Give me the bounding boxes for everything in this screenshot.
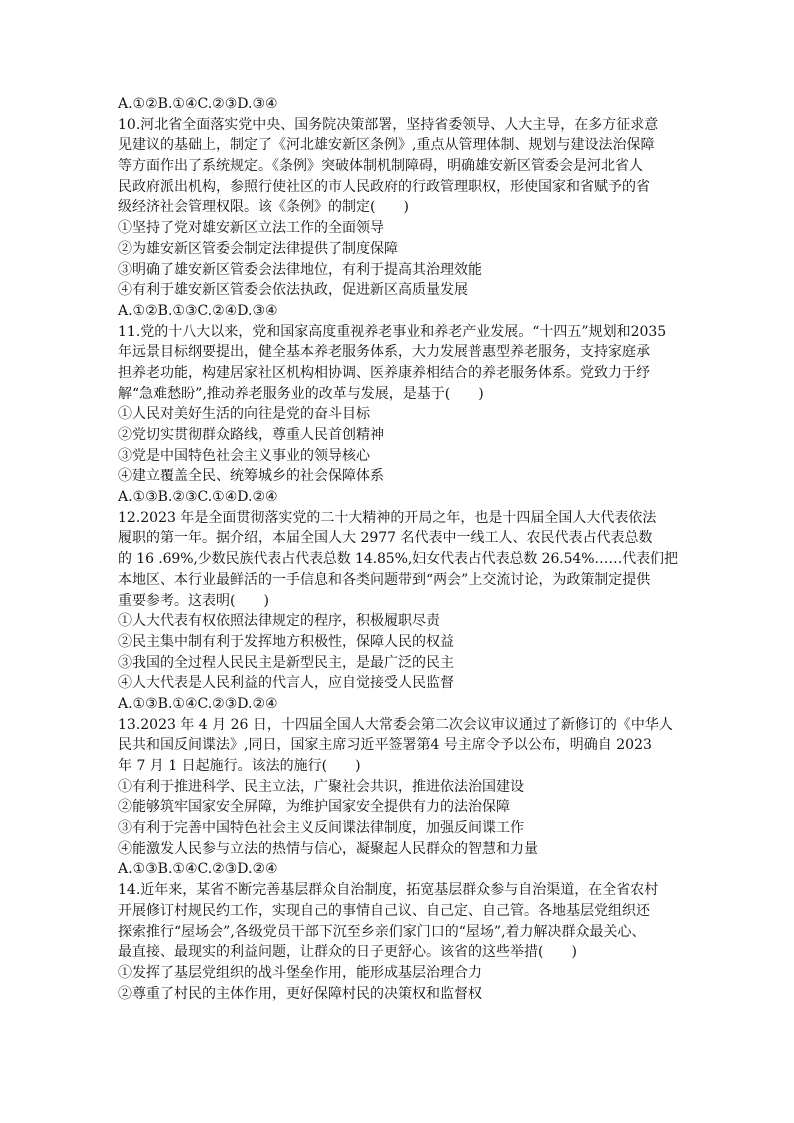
text-line: 本地区、本行业最鲜活的一手信息和各类问题带到“两会”上交流讨论，为政策制定提供 <box>118 571 651 588</box>
text-line: 民共和国反间谍法》,同日，国家主席习近平签署第4 号主席令予以公布，明确自 2023 <box>118 737 652 754</box>
text-line: 10.河北省全面落实党中央、国务院决策部署，坚持省委领导、人大主导，在多方征求意 <box>118 116 659 133</box>
text-line: 担养老功能，构建居家社区机构相协调、医养康养相结合的养老服务体系。党致力于纾 <box>118 364 650 381</box>
text-line: 履职的第一年。据介绍，本届全国人大 2977 名代表中一线工人、农民代表占代表总数 <box>118 530 653 547</box>
text-line: 级经济社会管理权限。该《条例》的制定( ) <box>118 199 409 216</box>
text-line: ④有利于雄安新区管委会依法执政，促进新区高质量发展 <box>118 282 468 299</box>
text-line: ④人大代表是人民利益的代言人，应自觉接受人民监督 <box>118 675 454 692</box>
text-line: ④能激发人民参与立法的热情与信心，凝聚起人民群众的智慧和力量 <box>118 840 538 857</box>
text-line: ①有利于推进科学、民主立法，广聚社会共识，推进依法治国建设 <box>118 778 524 795</box>
text-line: 等方面作出了系统规定。《条例》突破体制机制障碍，明确雄安新区管委会是河北省人 <box>118 158 643 175</box>
text-line: A.①③B.②③C.①④D.②④ <box>118 489 278 506</box>
text-line: 的 16 .69%,少数民族代表占代表总数 14.85%,妇女代表占代表总数 26.54%……代表们把 <box>118 551 678 568</box>
text-line: ②党切实贯彻群众路线，尊重人民首创精神 <box>118 427 384 443</box>
text-line: A.①②B.①③C.②④D.③④ <box>118 302 278 319</box>
text-line: ①发挥了基层党组织的战斗堡垒作用，能形成基层治理合力 <box>118 964 482 981</box>
text-line: 年远景目标纲要提出，健全基本养老服务体系，大力发展普惠型养老服务，支持家庭承 <box>118 344 650 361</box>
document-page <box>118 94 678 1004</box>
text-line: 探索推行“屋场会”,各级党员干部下沉至乡亲们家门口的“屋场”,着力解决群众最关心、 <box>118 923 646 940</box>
text-line: ②民主集中制有利于发挥地方积极性，保障人民的权益 <box>118 633 454 650</box>
text-line: 11.党的十八大以来，党和国家高度重视养老事业和养老产业发展。“十四五”规划和2035 <box>118 323 667 340</box>
text-line: A.①③B.①④C.②③D.②④ <box>118 861 278 878</box>
text-line: 年 7 月 1 日起施行。该法的施行( ) <box>118 758 361 774</box>
text-line: ②尊重了村民的主体作用，更好保障村民的决策权和监督权 <box>118 985 482 1002</box>
text-line: ①坚持了党对雄安新区立法工作的全面领导 <box>118 220 384 237</box>
text-line: 14.近年来，某省不断完善基层群众自治制度，拓宽基层群众参与自治渠道，在全省农村 <box>118 882 659 899</box>
text-line: ②能够筑牢国家安全屏障，为维护国家安全提供有力的法治保障 <box>118 799 510 816</box>
text-line: A.①②B.①④C.②③D.③④ <box>118 96 278 112</box>
text-line: ①人民对美好生活的向往是党的奋斗目标 <box>118 406 370 423</box>
text-line: 见建议的基础上，制定了《河北雄安新区条例》,重点从管理体制、规划与建设法治保障 <box>118 137 655 154</box>
text-line: ③有利于完善中国特色社会主义反间谍法律制度，加强反间谍工作 <box>118 820 524 837</box>
text-line: 民政府派出机构，参照行使社区的市人民政府的行政管理职权，形使国家和省赋予的省 <box>118 178 650 195</box>
text-line: A.①③B.①④C.②③D.②④ <box>118 695 278 712</box>
text-line: 解“急难愁盼”,推动养老服务业的改革与发展，是基于( ) <box>118 385 484 402</box>
text-line: ①人大代表有权依照法律规定的程序，积极履职尽责 <box>118 613 440 630</box>
text-line: ③党是中国特色社会主义事业的领导核心 <box>118 447 370 464</box>
text-line: ③我国的全过程人民民主是新型民主，是最广泛的民主 <box>118 654 454 671</box>
text-line: ②为雄安新区管委会制定法律提供了制度保障 <box>118 240 398 257</box>
text-line: 最直接、最现实的利益问题，让群众的日子更舒心。该省的这些举措( ) <box>118 944 577 961</box>
text-line: ④建立覆盖全民、统筹城乡的社会保障体系 <box>118 468 384 485</box>
text-line: 重要参考。这表明( ) <box>118 592 269 609</box>
text-line: 开展修订村规民约工作，实现自己的事情自己议、自己定、自己管。各地基层党组织还 <box>118 902 650 919</box>
text-line: ③明确了雄安新区管委会法律地位，有利于提高其治理效能 <box>118 261 482 278</box>
text-line: 12.2023 年是全面贯彻落实党的二十大精神的开局之年，也是十四届全国人大代表依法 <box>118 509 657 526</box>
text-line: 13.2023 年 4 月 26 日，十四届全国人大常委会第二次会议审议通过了新修订的《中华人 <box>118 716 673 733</box>
